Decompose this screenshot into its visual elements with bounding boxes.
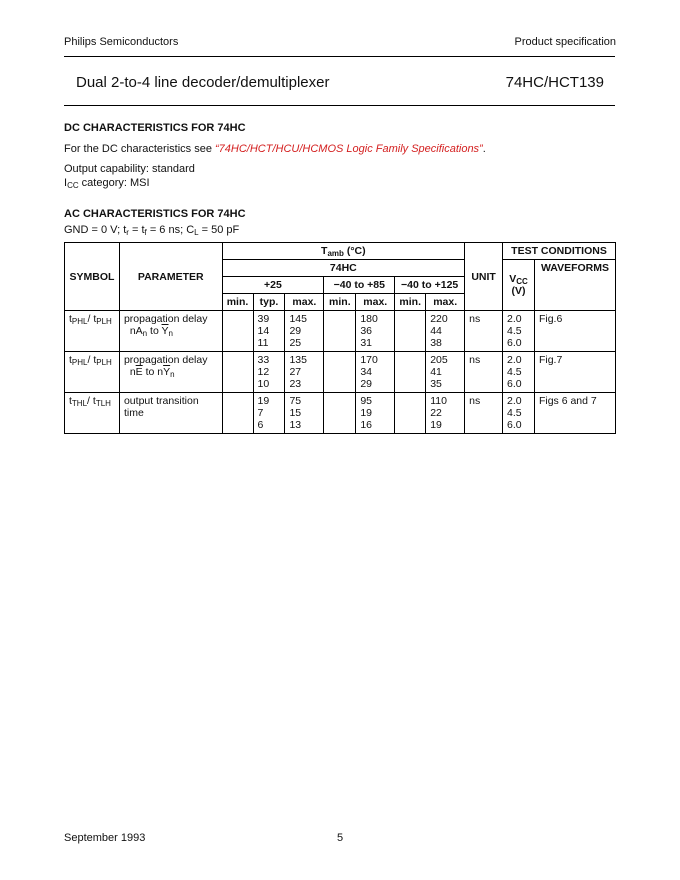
waveform-cell: Fig.7 [534, 352, 615, 393]
min-cell [222, 311, 253, 352]
parameter-line1: output transition [123, 395, 199, 407]
value: 95 [360, 395, 372, 407]
parameter-cell [119, 352, 222, 393]
tamb-subscript: amb [327, 249, 344, 258]
value: 6.0 [507, 419, 522, 431]
family-header: 74HC [222, 260, 465, 277]
typ-cell [253, 352, 285, 393]
value: 110 [430, 395, 447, 407]
max-cell [426, 352, 465, 393]
dc-intro [64, 142, 486, 156]
value: 34 [360, 366, 372, 378]
vcc-cell [503, 352, 535, 393]
parameter-n: n [129, 366, 136, 378]
parameter-line1: propagation delay [123, 354, 208, 366]
value: 12 [257, 366, 270, 378]
max-cell [285, 393, 324, 434]
parameter-output: $\overline{Y}$ [161, 325, 169, 337]
parameter-cell [119, 311, 222, 352]
vcc-cell [503, 393, 535, 434]
waveform-cell: Fig.6 [534, 311, 615, 352]
cond-gnd: GND = 0 V; t [64, 224, 127, 236]
cond-f-sub: f [144, 228, 147, 237]
value: 19 [360, 407, 372, 419]
range-85-header: −40 to +85 [324, 277, 395, 294]
value: 44 [430, 325, 442, 337]
value: 15 [289, 407, 302, 419]
parameter-output: $\overline{Y}$ [163, 366, 171, 378]
value: 41 [430, 366, 442, 378]
parameter-header: PARAMETER [119, 243, 222, 311]
min-cell [324, 352, 356, 393]
min-cell [324, 393, 356, 434]
max-cell [356, 352, 395, 393]
vcc-symbol: V [509, 273, 517, 285]
min-header: min. [395, 294, 426, 311]
symbol-cell [65, 311, 120, 352]
value: 14 [257, 325, 270, 337]
value: 33 [257, 354, 270, 366]
ac-characteristics-table [64, 242, 616, 434]
vcc-cell [503, 311, 535, 352]
parameter-output-sub: n [170, 370, 175, 379]
min-cell [395, 352, 426, 393]
dc-intro-text: For the DC characteristics see [64, 143, 215, 155]
range-125-header: −40 to +125 [395, 277, 465, 294]
value: 22 [430, 407, 442, 419]
symbol-sep: / t [87, 313, 97, 325]
max-cell [356, 311, 395, 352]
unit-header: UNIT [465, 243, 503, 311]
symbol-sub-b: PLH [96, 358, 112, 367]
parameter-cell [119, 393, 222, 434]
symbol-sep: / t [87, 395, 96, 407]
icc-category [64, 176, 150, 190]
min-cell [222, 352, 253, 393]
symbol-header: SYMBOL [65, 243, 120, 311]
unit-cell: ns [465, 393, 503, 434]
min-cell [324, 311, 356, 352]
value: 16 [360, 419, 372, 431]
value: 220 [430, 313, 448, 325]
cond-l-sub: L [194, 228, 199, 237]
parameter-to: to [147, 325, 162, 337]
value: 29 [289, 325, 302, 337]
icc-subscript: CC [67, 181, 79, 190]
parameter-output-sub: n [168, 329, 173, 338]
unit-cell: ns [465, 352, 503, 393]
typ-cell [253, 393, 285, 434]
max-cell [356, 393, 395, 434]
max-header: max. [426, 294, 465, 311]
cond-eq2: = 6 ns; C [146, 224, 195, 236]
value: 205 [430, 354, 448, 366]
symbol-cell [65, 393, 120, 434]
min-cell [395, 311, 426, 352]
ac-heading: AC CHARACTERISTICS FOR 74HC [64, 208, 246, 220]
value: 135 [289, 354, 307, 366]
symbol-sub-a: THL [71, 399, 88, 408]
symbol-t: t [69, 313, 72, 325]
symbol-sub-b: TLH [95, 399, 111, 408]
max-header: max. [356, 294, 395, 311]
icc-category-text: category: MSI [78, 177, 150, 189]
value: 29 [360, 378, 372, 390]
max-cell [426, 311, 465, 352]
tamb-symbol: T [321, 245, 328, 257]
page-number: 5 [337, 832, 344, 844]
value: 13 [289, 419, 302, 431]
value: 2.0 [507, 395, 522, 407]
header-rule [64, 56, 615, 57]
dc-heading: DC CHARACTERISTICS FOR 74HC [64, 122, 246, 134]
value: 39 [257, 313, 270, 325]
symbol-sub-a: PHL [71, 317, 88, 326]
value: 35 [430, 378, 442, 390]
symbol-sep: / t [87, 354, 97, 366]
vcc-subscript: CC [516, 277, 528, 286]
tamb-header [222, 243, 465, 260]
value: 25 [289, 337, 302, 349]
table-header-row-1 [65, 243, 616, 260]
value: 31 [360, 337, 372, 349]
value: 6.0 [507, 337, 522, 349]
company-name: Philips Semiconductors [64, 36, 179, 48]
range-25-header: +25 [222, 277, 324, 294]
cond-eq1: = t [128, 224, 145, 236]
min-header: min. [324, 294, 356, 311]
table-row [65, 352, 616, 393]
waveform-cell: Figs 6 and 7 [534, 393, 615, 434]
min-cell [395, 393, 426, 434]
min-cell [222, 393, 253, 434]
value: 19 [257, 395, 270, 407]
family-spec-link[interactable]: “74HC/HCT/HCU/HCMOS Logic Family Specifications” [215, 143, 483, 155]
value: 19 [430, 419, 442, 431]
parameter-input-sub: n [142, 329, 148, 338]
table-row [65, 393, 616, 434]
value: 38 [430, 337, 442, 349]
parameter-line2: time [123, 407, 144, 419]
vcc-unit: (V) [511, 285, 526, 297]
parameter-enable: $\overline{E}$ [135, 366, 143, 378]
value: 75 [289, 395, 302, 407]
min-header: min. [222, 294, 253, 311]
footer-date: September 1993 [64, 832, 146, 844]
value: 27 [289, 366, 302, 378]
typ-cell [253, 311, 285, 352]
value: 170 [360, 354, 378, 366]
typ-header: typ. [253, 294, 285, 311]
dc-intro-period: . [482, 143, 486, 155]
max-cell [426, 393, 465, 434]
max-cell [285, 352, 324, 393]
document-type: Product specification [514, 36, 616, 48]
max-cell [285, 311, 324, 352]
max-header: max. [285, 294, 324, 311]
cond-r-sub: r [126, 228, 129, 237]
part-number: 74HC/HCT139 [505, 74, 604, 91]
table-row [65, 311, 616, 352]
symbol-sub-b: PLH [96, 317, 112, 326]
value: 4.5 [507, 407, 522, 419]
value: 6.0 [507, 378, 522, 390]
symbol-cell [65, 352, 120, 393]
page-title: Dual 2-to-4 line decoder/demultiplexer [76, 74, 330, 91]
tamb-unit: (°C) [343, 245, 366, 257]
waveforms-header: WAVEFORMS [534, 260, 615, 311]
parameter-input: nA [129, 325, 143, 337]
output-capability: Output capability: standard [64, 163, 195, 175]
test-conditions-header: TEST CONDITIONS [503, 243, 616, 260]
value: 145 [289, 313, 307, 325]
parameter-line1: propagation delay [123, 313, 208, 325]
vcc-header [503, 260, 535, 311]
value: 4.5 [507, 325, 522, 337]
value: 180 [360, 313, 378, 325]
symbol-t: t [69, 354, 72, 366]
ac-conditions [64, 223, 239, 237]
value: 11 [257, 337, 269, 349]
symbol-sub-a: PHL [71, 358, 88, 367]
value: 2.0 [507, 313, 522, 325]
value: 4.5 [507, 366, 522, 378]
title-rule [64, 105, 615, 106]
parameter-to: to n [142, 366, 164, 378]
value: 23 [289, 378, 302, 390]
symbol-t: t [69, 395, 72, 407]
value: 10 [257, 378, 270, 390]
value: 7 [257, 407, 264, 419]
value: 36 [360, 325, 372, 337]
icc-symbol: I [64, 177, 68, 189]
cond-eq3: = 50 pF [198, 224, 240, 236]
unit-cell: ns [465, 311, 503, 352]
value: 2.0 [507, 354, 522, 366]
value: 6 [257, 419, 264, 431]
